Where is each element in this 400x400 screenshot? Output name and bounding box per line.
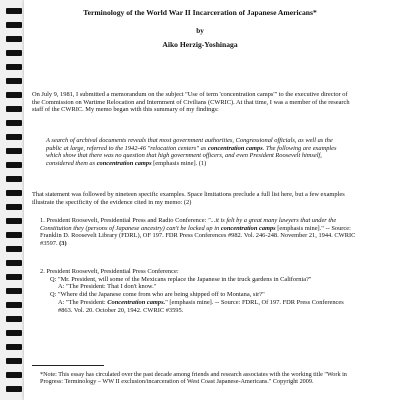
binding-ring bbox=[6, 232, 22, 238]
binding-ring bbox=[6, 106, 22, 112]
binding-ring bbox=[6, 22, 22, 28]
example-2-question-2: Q: "Where did the Japanese come from who are being shipped off to Montana, sir?" bbox=[50, 291, 265, 299]
binding-ring bbox=[6, 64, 22, 70]
example-2 bbox=[40, 268, 358, 314]
binding-ring bbox=[6, 288, 22, 294]
binding-ring bbox=[6, 78, 22, 84]
footnote-divider bbox=[32, 365, 104, 366]
binding-ring bbox=[6, 8, 22, 14]
example-2-head: 2. President Roosevelt, Presidential Press Conference: bbox=[40, 268, 179, 275]
example-2-answer-2-text: A: "The President: bbox=[58, 298, 108, 306]
block-quote bbox=[46, 137, 346, 168]
example-2-emphasis: Concentration camps. bbox=[107, 298, 166, 306]
binding-ring bbox=[6, 134, 22, 140]
author-name: Aiko Herzig-Yoshinaga bbox=[162, 40, 238, 49]
binding-ring bbox=[6, 372, 22, 378]
binding-ring bbox=[6, 330, 22, 336]
binding-ring bbox=[6, 274, 22, 280]
example-2-answer-1: A: "The President: That I don't know." bbox=[58, 283, 157, 291]
binding-ring bbox=[6, 218, 22, 224]
quote-text: A search of archival documents reveals that most government authorities, Congressional officials, as well as the public at large, referred to the 1942-46 "relocation centers" as bbox=[46, 137, 333, 152]
quote-emphasis: concentration camps bbox=[207, 144, 263, 152]
binding-ring bbox=[6, 260, 22, 266]
example-1-head: 1. President Roosevelt, Presidential Press and Radio Conference: bbox=[40, 217, 208, 224]
binding-ring bbox=[6, 246, 22, 252]
binding-ring bbox=[6, 344, 22, 350]
binding-ring bbox=[6, 162, 22, 168]
binding-ring bbox=[6, 176, 22, 182]
followup-paragraph: That statement was followed by nineteen specific examples. Space limitations preclude a full list here, but a few examples illustrate the specificity of the evidence cited in my memo: (2) bbox=[32, 191, 345, 206]
byline-by: by bbox=[196, 27, 204, 35]
example-2-question-1: Q: "Mr. President, will some of the Mexicans replace the Japanese in the truck gardens in California?" bbox=[50, 275, 312, 283]
footnote: *Note: This essay has circulated over the past decade among friends and research associates with the working title "Work in Progress: Terminology – WW II exclusion/incarceration of West Coast Japanese-Americans." Copyright 2009. bbox=[40, 371, 347, 386]
binding-ring bbox=[6, 316, 22, 322]
binding-ring bbox=[6, 92, 22, 98]
example-1-emphasis: concentration camps bbox=[220, 224, 276, 232]
binding-ring bbox=[6, 120, 22, 126]
binding-ring bbox=[6, 50, 22, 56]
example-2-source: " [emphasis mine]. -- Source: FDRL, Of 197. FDR Press Conferences #863. Vol. 20. October 20, 1942. CWRIC #3595. bbox=[58, 298, 344, 314]
quote-citation: [emphasis mine]. (1) bbox=[151, 160, 207, 168]
example-1-citation: (3) bbox=[59, 240, 67, 248]
binding-ring bbox=[6, 204, 22, 210]
quote-emphasis: concentration camps bbox=[96, 160, 152, 168]
quote-text: . The following are examples which show that there was no question that high government officers, and even President Roosevelt himself, considered them as bbox=[46, 144, 337, 168]
binding-ring bbox=[6, 302, 22, 308]
binding-ring bbox=[6, 386, 22, 392]
example-1-quote: "...it is felt by a great many lawyers that under the Constitution they (persons of Japanese ancestry) can't be locked up in bbox=[40, 217, 337, 232]
example-1-source: [emphasis mine]." -- Source: Franklin D. Roosevelt Library (FDRL), OF 197. FDR Press Conferences #982. Vol. 246-248. November 21, 1944. CWRIC #3597. bbox=[40, 224, 356, 248]
example-2-answer-2 bbox=[40, 299, 358, 314]
intro-paragraph: On July 9, 1981, I submitted a memorandum on the subject "Use of term 'concentration camps'" to the executive director of the Commission on Wartime Relocation and Internment of Civilians (CWRIC). At that time, I was a member of the research staff of the CWRIC. My memo began with this summary of my findings: bbox=[32, 91, 350, 114]
binding-ring bbox=[6, 358, 22, 364]
binding-ring bbox=[6, 148, 22, 154]
document-title: Terminology of the World War II Incarceration of Japanese Americans* bbox=[83, 8, 317, 17]
example-1 bbox=[40, 217, 358, 248]
binding-ring bbox=[6, 36, 22, 42]
binding-ring bbox=[6, 190, 22, 196]
spiral-binding bbox=[0, 0, 24, 400]
